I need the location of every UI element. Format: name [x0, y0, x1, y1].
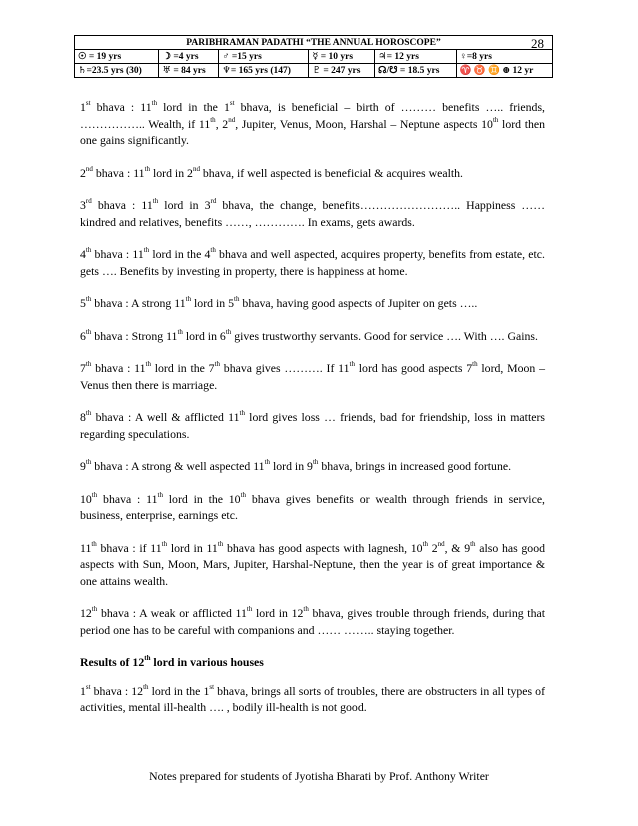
- planet-cell: ☿ = 10 yrs: [309, 50, 375, 64]
- bhava-paragraph-8: 8th bhava : A well & afflicted 11th lord gives loss … friends, bad for friendship, loss in matters regarding speculations.: [80, 409, 545, 441]
- bhava-paragraph-7: 7th bhava : 11th lord in the 7th bhava gives ………. If 11th lord has good aspects 7th lord, Moon – Venus then there is marriage.: [80, 360, 545, 392]
- bhava-paragraph-1: 1st bhava : 11th lord in the 1st bhava, is beneficial – birth of ……… benefits ….. friends, …………….. Wealth, if 11th, 2nd, Jupiter, Venus, Moon, Harshal – Neptune aspects 10th lord then one gains significantly.: [80, 99, 546, 147]
- bhava-paragraph-9: 9th bhava : A strong & well aspected 11th lord in 9th bhava, brings in increased good fortune.: [80, 458, 512, 473]
- planet-cell: ☽ =4 yrs: [159, 50, 219, 64]
- bhava-paragraph-6: 6th bhava : Strong 11th lord in 6th gives trustworthy servants. Good for service …. With …. Gains.: [80, 327, 538, 343]
- page-body: [80, 99, 545, 732]
- planet-cell: ♂ =15 yrs: [219, 50, 309, 64]
- planet-cell: ♅ = 84 yrs: [159, 64, 219, 78]
- planet-cell: ♆= 165 yrs (147): [219, 64, 309, 78]
- page-number: 28: [531, 36, 544, 50]
- bhava-paragraph-3: 3rd bhava : 11th lord in 3rd bhava, the change, benefits…………………….. Happiness …… kindred and relatives, benefits ……, …………. In exams, gets awards.: [80, 197, 545, 229]
- planet-years-row-1: [75, 50, 553, 64]
- header-table: [74, 35, 553, 78]
- header-title-cell: [75, 36, 553, 50]
- planet-cell: ♃= 12 yrs: [375, 50, 457, 64]
- bhava-paragraph-4: 4th bhava : 11th lord in the 4th bhava and well aspected, acquires property, benefits from estate, etc. gets …. Benefits by investing in property, there is happiness at home.: [80, 246, 545, 278]
- bhava-paragraph-2: 2nd bhava : 11th lord in 2nd bhava, if well aspected is beneficial & acquires wealth.: [80, 164, 463, 180]
- planet-cell: ♀=8 yrs: [456, 50, 552, 64]
- section-title: Results of 12th lord in various houses: [80, 654, 264, 669]
- planet-cell: ☉ = 19 yrs: [75, 50, 159, 64]
- planet-cell: ♇ = 247 yrs: [309, 64, 375, 78]
- planet-cell: ♈ ♉ ♊ ⊕ 12 yr: [456, 64, 552, 78]
- header-title: PARIBHRAMAN PADATHI “THE ANNUAL HOROSCOPE”: [186, 37, 441, 48]
- planet-cell: ☊/☋ = 18.5 yrs: [375, 64, 457, 78]
- planet-cell: ♄=23.5 yrs (30): [75, 64, 159, 78]
- bhava-paragraph-10: 10th bhava : 11th lord in the 10th bhava gives benefits or wealth through friends in service, business, enterprise, earnings etc.: [80, 490, 546, 522]
- planet-years-row-2: [75, 64, 553, 78]
- bhava-paragraph-12: 12th bhava : A weak or afflicted 11th lord in 12th bhava, gives trouble through friends, during that period one has to be careful with companions and …… …….. staying together.: [80, 605, 545, 637]
- section-paragraph-1: 1st bhava : 12th lord in the 1st bhava, brings all sorts of troubles, there are obstructers in all types of activities, mental ill-health …. , bodily ill-health is not good.: [80, 682, 545, 714]
- bhava-paragraph-11: 11th bhava : if 11th lord in 11th bhava has good aspects with lagnesh, 10th 2nd, & 9th also has good aspects with Sun, Moon, Mars, Jupiter, Harshal-Neptune, then the year is of great importance & one attains wealth.: [80, 539, 546, 588]
- bhava-paragraph-5: 5th bhava : A strong 11th lord in 5th bhava, having good aspects of Jupiter on gets …..: [80, 295, 478, 310]
- page-footer: Notes prepared for students of Jyotisha Bharati by Prof. Anthony Writer: [149, 769, 489, 783]
